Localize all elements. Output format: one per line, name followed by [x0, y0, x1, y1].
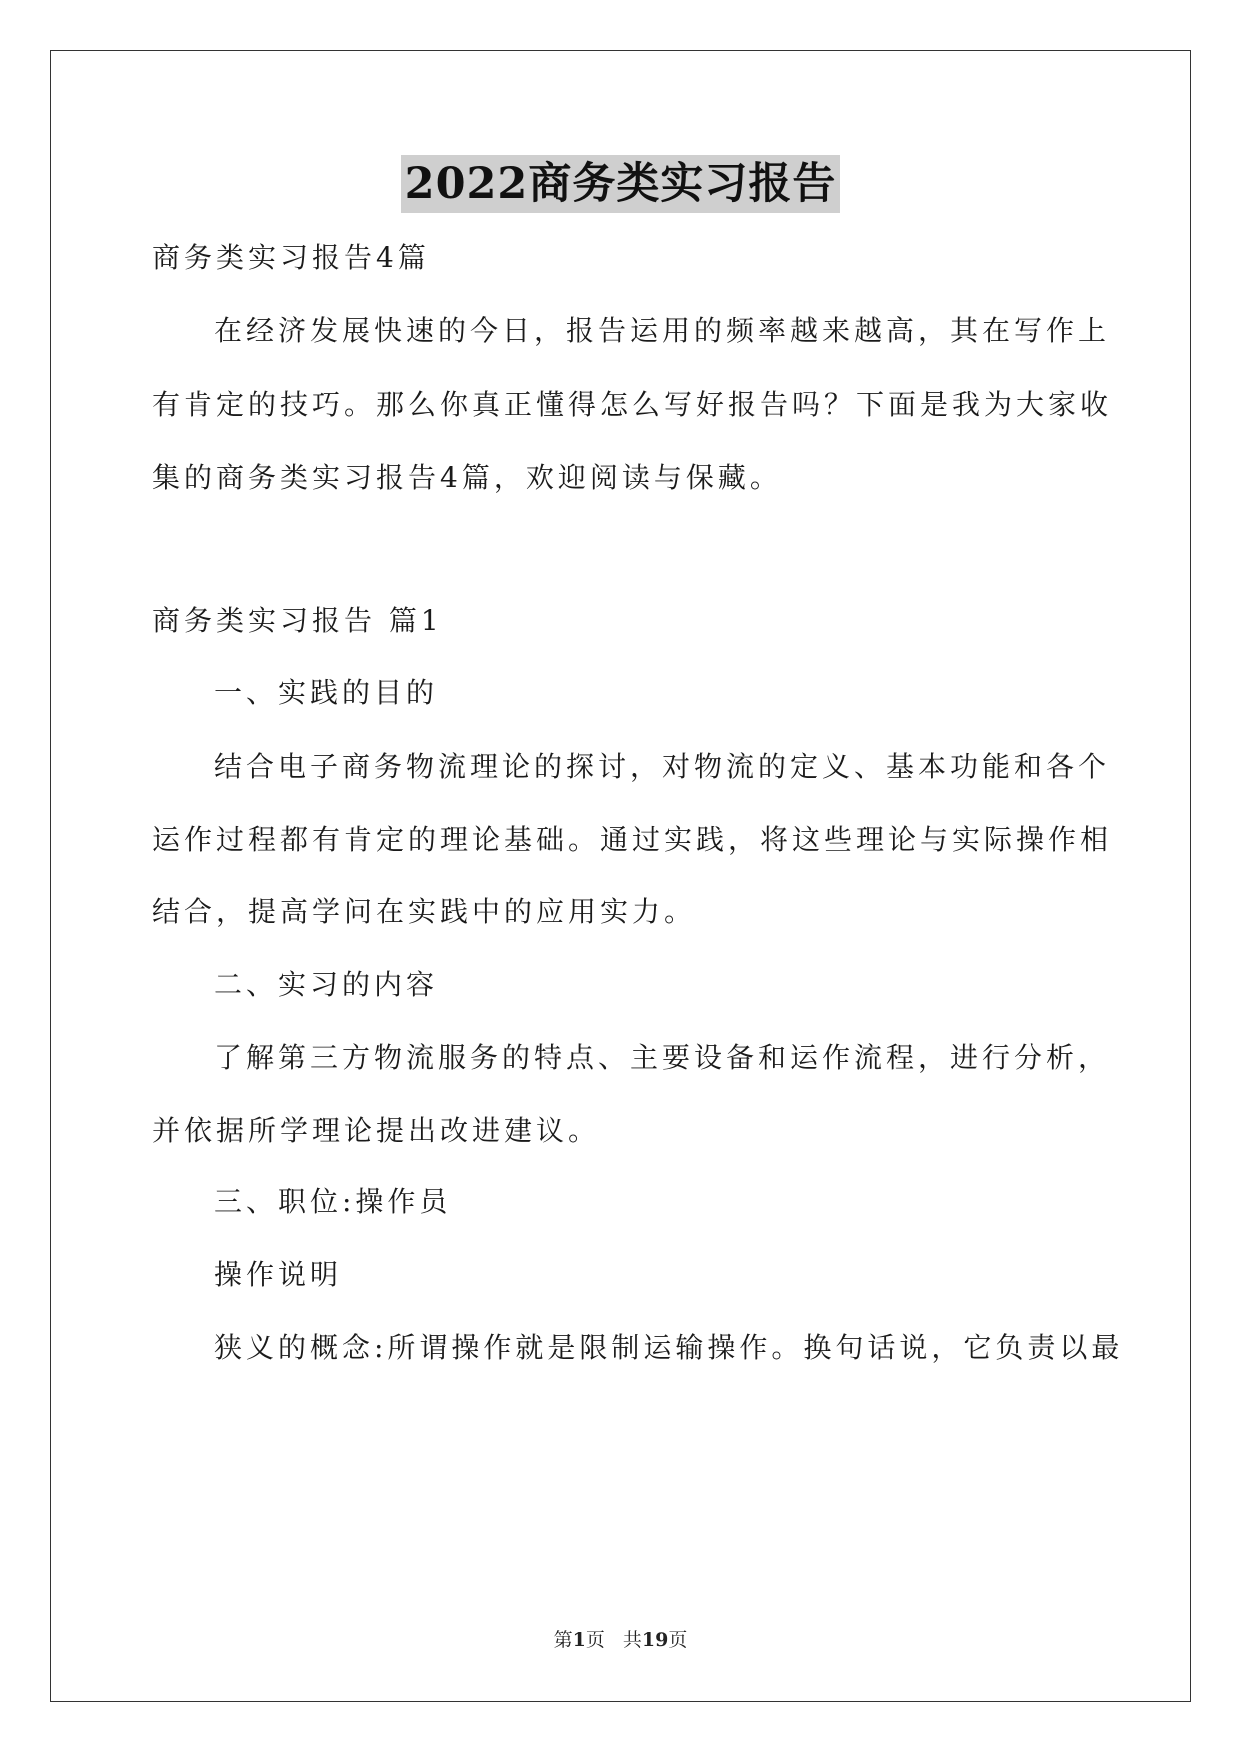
- section-heading: 商务类实习报告4篇: [152, 241, 430, 274]
- title-container: [0, 155, 1241, 213]
- subsection-heading: 二、实习的内容: [214, 968, 439, 1001]
- total-unit: 页: [668, 1629, 688, 1651]
- paragraph-line: 集的商务类实习报告4篇，欢迎阅读与保藏。: [152, 461, 782, 494]
- page-unit: 页: [585, 1629, 605, 1651]
- page-border: [50, 50, 1191, 1702]
- paragraph-line: 了解第三方物流服务的特点、主要设备和运作流程，进行分析，: [214, 1041, 1111, 1074]
- document-title: 2022商务类实习报告: [401, 155, 841, 213]
- total-prefix: 共: [622, 1629, 642, 1651]
- subsection-heading: 一、实践的目的: [214, 676, 439, 709]
- paragraph-line: 在经济发展快速的今日，报告运用的频率越来越高，其在写作上: [214, 314, 1111, 347]
- subsection-heading: 操作说明: [214, 1258, 343, 1291]
- paragraph-line: 并依据所学理论提出改进建议。: [152, 1114, 601, 1147]
- paragraph-line: 有肯定的技巧。那么你真正懂得怎么写好报告吗？下面是我为大家收: [152, 388, 1113, 421]
- section-heading: 商务类实习报告 篇1: [152, 604, 443, 637]
- page-prefix: 第: [553, 1629, 573, 1651]
- paragraph-line: 运作过程都有肯定的理论基础。通过实践，将这些理论与实际操作相: [152, 823, 1113, 856]
- paragraph-line: 狭义的概念:所谓操作就是限制运输操作。换句话说，它负责以最: [214, 1331, 1124, 1364]
- paragraph-line: 结合，提高学问在实践中的应用实力。: [152, 895, 697, 928]
- page-total: 19: [641, 1629, 669, 1651]
- page-current: 1: [572, 1629, 586, 1651]
- page-footer: [0, 1628, 1241, 1652]
- subsection-heading: 三、职位:操作员: [214, 1185, 452, 1218]
- paragraph-line: 结合电子商务物流理论的探讨，对物流的定义、基本功能和各个: [214, 750, 1111, 783]
